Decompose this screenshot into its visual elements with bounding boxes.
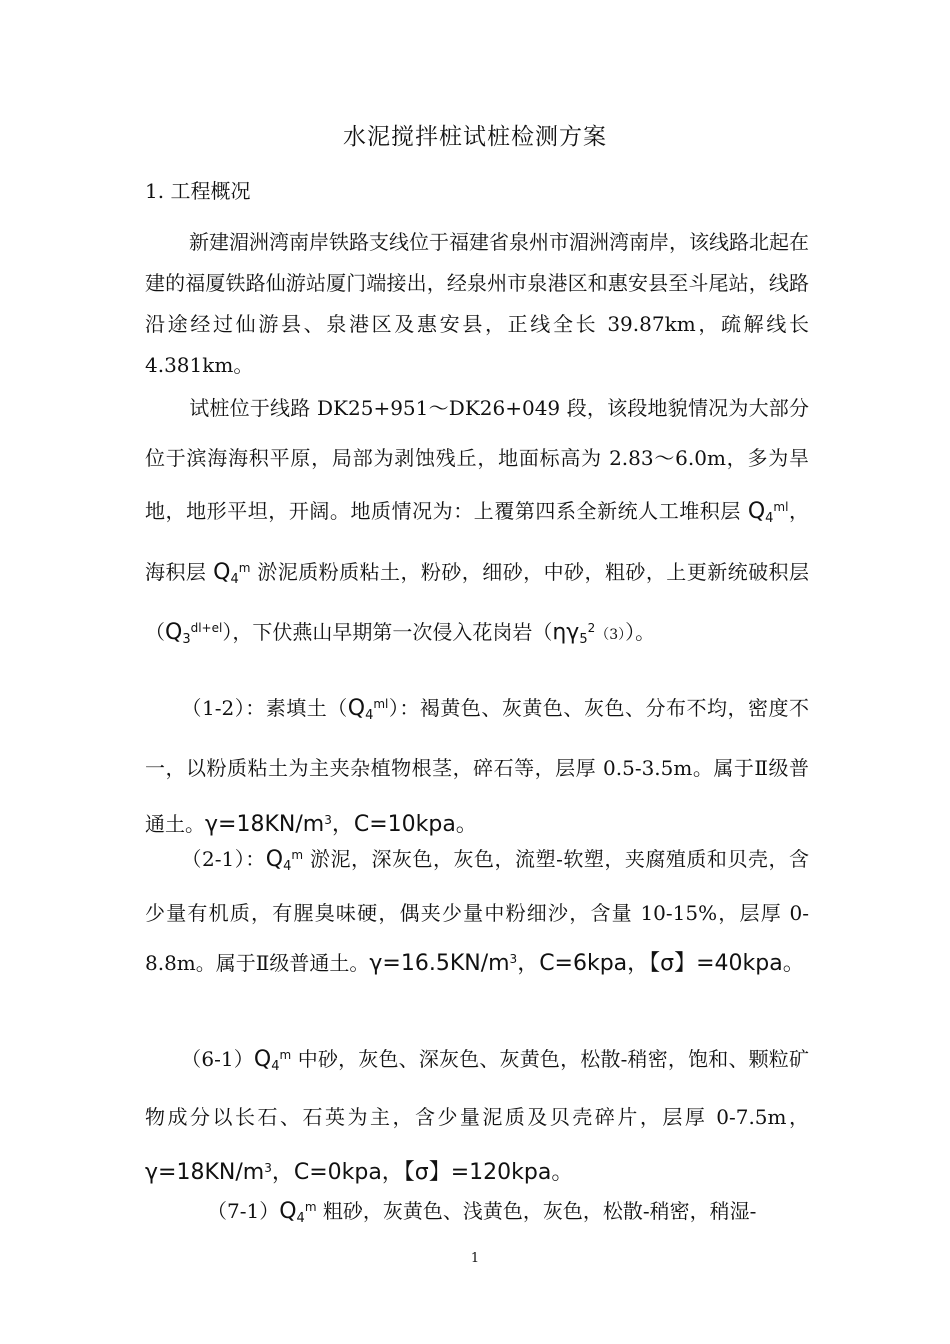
document-title: 水泥搅拌桩试桩检测方案 (343, 124, 607, 150)
paragraph-text: ）。 (625, 620, 656, 644)
paragraph-text: ），下伏燕山早期第一次侵入花岗岩（ (222, 620, 553, 644)
paragraph-text: 淤泥，深灰色，灰色，流塑-软塑，夹腐殖质和贝壳，含少量有机质，有腥臭味硬，偶夹少量中粉细沙，含量 10-15%，层厚 0-8.8m。属于Ⅱ级普通土。 (145, 847, 809, 975)
cohesion-value: ，C=0kpa，【σ】=120kpa。 (271, 1160, 574, 1185)
geo-symbol-granite: $\eta\gamma_5^2$ (552, 620, 596, 647)
paragraph-layer-2-1 (145, 832, 809, 987)
paragraph-text: （7-1） (207, 1199, 280, 1223)
section-heading: 1. 工程概况 (145, 179, 251, 203)
geo-symbol-q4m: $Q_4^m$ (213, 559, 251, 587)
paragraph-text: ，海积层 (145, 499, 810, 584)
paragraph-text: （6-1） (181, 1047, 254, 1071)
geo-symbol-q4m: $Q_4^m$ (253, 1047, 292, 1074)
geo-symbol-q4ml: $Q_4^{ml}$ (747, 499, 789, 526)
paragraph-layer-1-2 (145, 678, 809, 851)
geo-symbol-q3dlel: $Q_3^{dl+el}$ (165, 620, 223, 647)
paragraph-layer-7-1 (145, 1184, 809, 1242)
geo-symbol-q4m: $Q_4^m$ (279, 1199, 317, 1226)
geo-symbol-granite-index: （3） (595, 627, 626, 643)
paragraph-text: 粗砂，灰黄色、浅黄色，灰色，松散-稍密，稍湿- (316, 1199, 757, 1223)
paragraph-text: 新建湄洲湾南岸铁路支线位于福建省泉州市湄洲湾南岸，该线路北起在建的福厦铁路仙游站厦门端接出，经泉州市泉港区和惠安县至斗尾站，线路沿途经过仙游县、泉港区及惠安县，正线全长 39.87km，疏解线长 4.381km。 (145, 230, 809, 377)
paragraph-layer-6-1 (145, 1030, 809, 1198)
unit-weight-value: $\gamma=18KN/m^3$ (145, 1160, 272, 1185)
paragraph-text: 试桩位于线路 DK25+951～DK26+049 段，该段地貌情况为大部分位于滨海海积平原，局部为剥蚀残丘，地面标高为 2.83～6.0m，多为旱地，地形平坦，开阔。地质情况为：上覆第四系全新统人工堆积层 (145, 396, 809, 523)
paragraph-project-overview (145, 222, 809, 386)
paragraph-text: ）：褐黄色、灰黄色、灰色、分布不均，密度不一，以粉质粘土为主夹杂植物根茎，碎石等，层厚 0.5-3.5m。属于Ⅱ级普通土。 (145, 696, 809, 836)
unit-weight-value: $\gamma=16.5KN/m^3$ (369, 951, 518, 976)
page-number: 1 (470, 1251, 480, 1266)
paragraph-text: （1-2）：素填土（ (181, 696, 348, 720)
cohesion-value: ，C=6kpa，【σ】=40kpa。 (517, 951, 805, 976)
paragraph-text: 中砂，灰色、深灰色、灰黄色，松散-稍密，饱和、颗粒矿物成分以长石、石英为主，含少量泥质及贝壳碎片，层厚 0-7.5m， (145, 1047, 809, 1129)
unit-weight-value: $\gamma=18KN/m^3$ (205, 812, 332, 837)
paragraph-text: （2-1）： (181, 847, 266, 871)
cohesion-value: ，C=10kpa。 (331, 812, 478, 837)
geo-symbol-q4m: $Q_4^m$ (265, 847, 304, 874)
paragraph-test-pile-location (145, 384, 809, 665)
geo-symbol-q4ml: $Q_4^{ml}$ (347, 696, 389, 723)
paragraph-text: 淤泥质粉质粘土，粉砂，细砂，中砂，粗砂，上更新统破积层（ (145, 559, 810, 644)
